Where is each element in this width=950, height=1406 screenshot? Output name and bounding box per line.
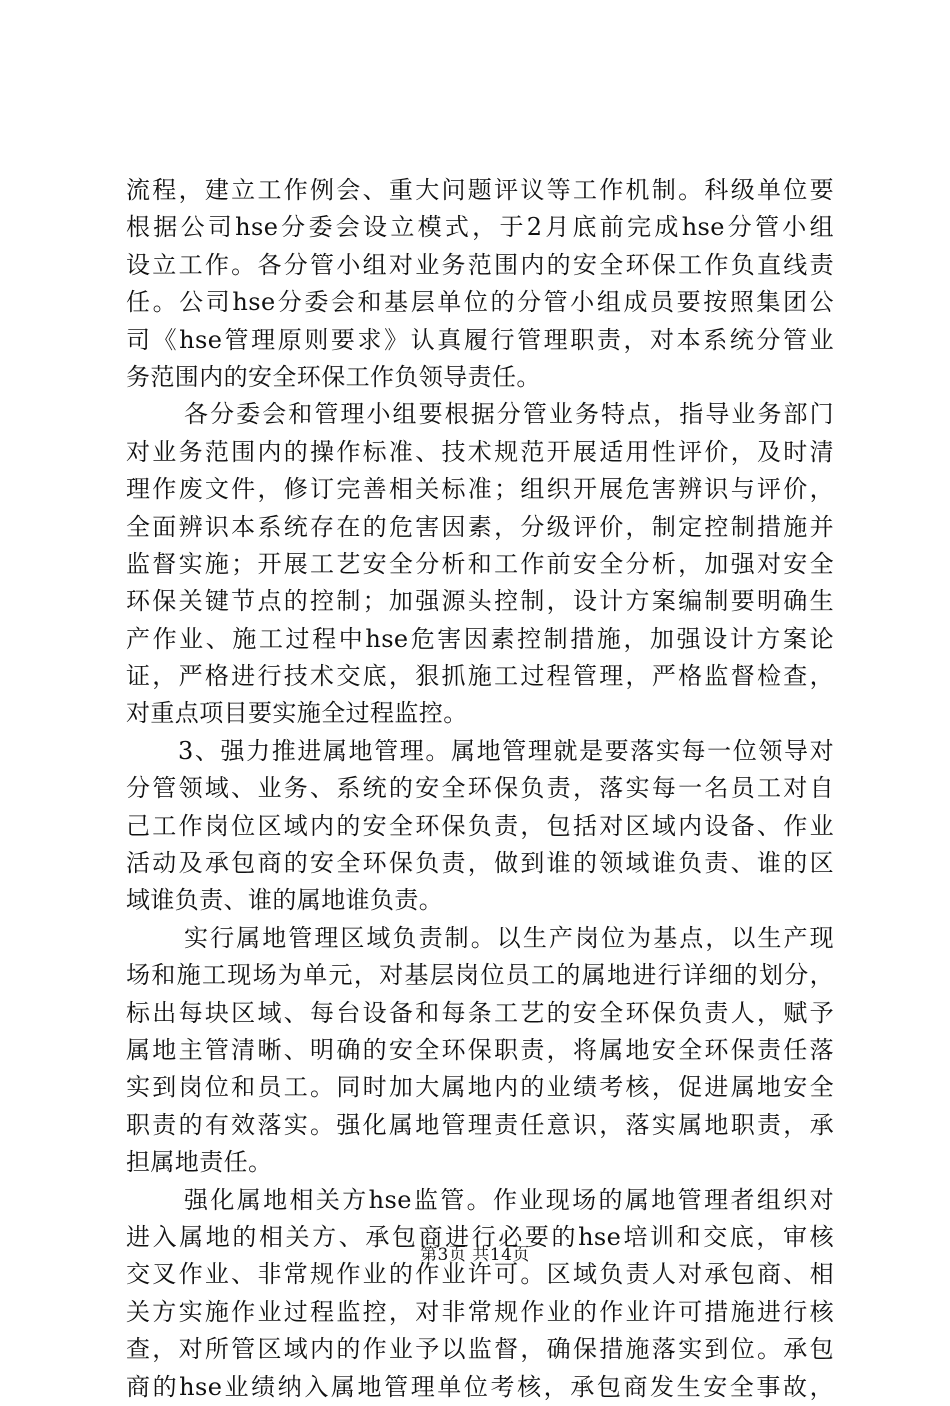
paragraph-line: 理作废文件，修订完善相关标准；组织开展危害辨识与评价， — [126, 475, 834, 504]
paragraph-line: 活动及承包商的安全环保负责，做到谁的领域谁负责、谁的区 — [126, 849, 834, 878]
paragraph-line: 查，对所管区域内的作业予以监督，确保措施落实到位。承包 — [126, 1335, 834, 1364]
paragraph-line: 属地主管清晰、明确的安全环保职责，将属地安全环保责任落 — [126, 1035, 834, 1064]
paragraph-line: 场和施工现场为单元，对基层岗位员工的属地进行详细的划分， — [126, 961, 834, 990]
paragraph-line: 己工作岗位区域内的安全环保负责，包括对区域内设备、作业 — [126, 811, 834, 840]
paragraph-line: 担属地责任。 — [126, 1148, 273, 1177]
paragraph-line: 标出每块区域、每台设备和每条工艺的安全环保负责人，赋予 — [126, 998, 834, 1027]
paragraph-line: 流程，建立工作例会、重大问题评议等工作机制。科级单位要 — [126, 176, 834, 204]
section-heading-line: 3、强力推进属地管理。属地管理就是要落实每一位领导对 — [178, 736, 834, 765]
paragraph-first-line: 各分委会和管理小组要根据分管业务特点，指导业务部门 — [184, 400, 834, 429]
paragraph-line: 职责的有效落实。强化属地管理责任意识，落实属地职责，承 — [126, 1110, 834, 1139]
paragraph-line: 进入属地的相关方、承包商进行必要的hse培训和交底，审核 — [126, 1222, 834, 1251]
paragraph-line: 对业务范围内的操作标准、技术规范开展适用性评价，及时清 — [126, 437, 834, 466]
paragraph-line: 设立工作。各分管小组对业务范围内的安全环保工作负直线责 — [126, 250, 834, 279]
paragraph-first-line: 强化属地相关方hse监管。作业现场的属地管理者组织对 — [184, 1185, 834, 1214]
paragraph-line: 环保关键节点的控制；加强源头控制，设计方案编制要明确生 — [126, 587, 834, 616]
paragraph-line: 根据公司hse分委会设立模式，于2月底前完成hse分管小组 — [126, 213, 834, 242]
paragraph-line: 证，严格进行技术交底，狠抓施工过程管理，严格监督检查， — [126, 662, 834, 691]
paragraph-line: 对重点项目要实施全过程监控。 — [126, 699, 468, 728]
paragraph-line: 商的hse业绩纳入属地管理单位考核，承包商发生安全事故， — [126, 1372, 834, 1401]
page-number-footer: 第3页 共14页 — [420, 1245, 530, 1265]
paragraph-line: 全面辨识本系统存在的危害因素，分级评价，制定控制措施并 — [126, 512, 834, 541]
paragraph-first-line: 实行属地管理区域负责制。以生产岗位为基点，以生产现 — [184, 923, 834, 952]
paragraph-line: 关方实施作业过程监控，对非常规作业的作业许可措施进行核 — [126, 1297, 834, 1326]
paragraph-line: 产作业、施工过程中hse危害因素控制措施，加强设计方案论 — [126, 624, 834, 653]
paragraph-line: 任。公司hse分委会和基层单位的分管小组成员要按照集团公 — [126, 288, 834, 317]
paragraph-line: 分管领域、业务、系统的安全环保负责，落实每一名员工对自 — [126, 774, 834, 803]
document-body — [126, 172, 834, 1406]
paragraph-line: 交叉作业、非常规作业的作业许可。区域负责人对承包商、相 — [126, 1260, 834, 1289]
paragraph-line: 域谁负责、谁的属地谁负责。 — [126, 886, 444, 915]
paragraph-line: 司《hse管理原则要求》认真履行管理职责，对本系统分管业 — [126, 325, 834, 354]
paragraph-line: 监督实施；开展工艺安全分析和工作前安全分析，加强对安全 — [126, 549, 834, 578]
paragraph-line: 务范围内的安全环保工作负领导责任。 — [126, 362, 541, 391]
paragraph-line: 实到岗位和员工。同时加大属地内的业绩考核，促进属地安全 — [126, 1073, 834, 1102]
